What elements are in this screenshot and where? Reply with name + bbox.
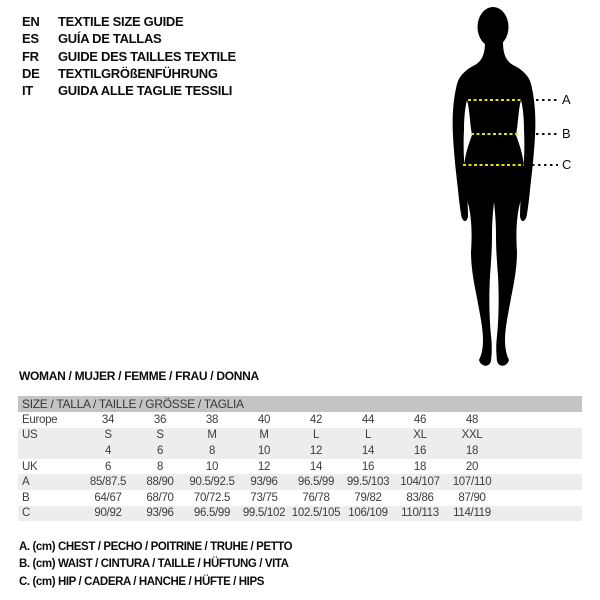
size-value: 99.5/102 <box>242 507 286 520</box>
size-value: XXL <box>461 429 483 442</box>
hip-measure-line <box>463 164 524 166</box>
size-value: 6 <box>104 460 112 473</box>
size-value: L <box>364 429 372 442</box>
size-value: 40 <box>257 413 271 426</box>
size-value: 76/78 <box>302 491 330 504</box>
size-value: 34 <box>101 413 115 426</box>
size-value: 8 <box>156 460 164 473</box>
table-row <box>18 474 582 490</box>
size-value: 14 <box>361 444 375 457</box>
language-row-fr <box>22 48 236 65</box>
size-value: 70/72.5 <box>193 491 231 504</box>
size-table-header: SIZE / TALLA / TAILLE / GRÖSSE / TAGLIA <box>18 396 582 412</box>
table-row <box>18 490 582 506</box>
waist-measure-line <box>471 133 518 135</box>
language-row-de <box>22 65 236 82</box>
row-label: B <box>22 491 30 504</box>
size-value: 102.5/105 <box>291 507 341 520</box>
language-list <box>22 13 236 99</box>
size-value: 14 <box>309 460 323 473</box>
hip-leader-line <box>532 164 558 166</box>
language-code: EN <box>22 14 40 30</box>
size-value: 104/107 <box>400 476 440 489</box>
table-row <box>18 459 582 475</box>
language-title: TEXTILE SIZE GUIDE <box>58 14 184 30</box>
language-row-it <box>22 82 236 99</box>
size-value: 79/82 <box>354 491 382 504</box>
language-title: GUÍA DE TALLAS <box>58 31 162 47</box>
size-value: 73/75 <box>250 491 278 504</box>
size-value: 18 <box>413 460 427 473</box>
row-label: Europe <box>22 413 58 426</box>
table-row <box>18 412 582 428</box>
language-row-es <box>22 30 236 47</box>
size-value: 68/70 <box>146 491 174 504</box>
size-value: 64/67 <box>94 491 122 504</box>
language-title: TEXTILGRÖßENFÜHRUNG <box>58 66 218 82</box>
size-value: 93/96 <box>250 476 278 489</box>
hip-marker-label: C <box>562 157 572 172</box>
size-value: 87/90 <box>458 491 486 504</box>
size-value: 10 <box>205 460 219 473</box>
size-value: 99.5/103 <box>346 476 390 489</box>
woman-silhouette <box>425 0 585 370</box>
language-code: IT <box>22 83 33 99</box>
language-row-en <box>22 13 236 30</box>
waist-marker-label: B <box>562 126 571 141</box>
size-value: 85/87.5 <box>89 476 127 489</box>
size-value: 106/109 <box>348 507 388 520</box>
size-value: 20 <box>465 460 479 473</box>
size-value: 88/90 <box>146 476 174 489</box>
row-label: C <box>22 507 31 520</box>
language-code: ES <box>22 31 39 47</box>
size-value: S <box>156 429 164 442</box>
legend-waist: B. (cm) WAIST / CINTURA / TAILLE / HÜFTUNG / VITA <box>19 558 289 571</box>
size-value: 38 <box>205 413 219 426</box>
size-value: 93/96 <box>146 507 174 520</box>
size-value: 90/92 <box>94 507 122 520</box>
table-row <box>18 443 582 459</box>
language-code: FR <box>22 48 39 64</box>
size-value: 6 <box>156 444 164 457</box>
size-value: 110/113 <box>401 507 439 520</box>
size-value: 16 <box>413 444 427 457</box>
size-value: S <box>104 429 112 442</box>
chest-marker-label: A <box>562 92 571 107</box>
row-label: UK <box>22 460 38 473</box>
language-title: GUIDE DES TAILLES TEXTILE <box>58 48 236 64</box>
size-value: 96.5/99 <box>193 507 231 520</box>
size-value: 83/86 <box>406 491 434 504</box>
size-value: 12 <box>309 444 323 457</box>
size-value: 107/110 <box>452 476 492 489</box>
size-value: 96.5/99 <box>297 476 335 489</box>
waist-leader-line <box>530 133 558 135</box>
size-value: XL <box>413 429 427 442</box>
size-value: 10 <box>257 444 271 457</box>
size-value: L <box>312 429 320 442</box>
size-value: 114/119 <box>453 507 491 520</box>
size-table <box>18 396 582 521</box>
size-value: 42 <box>309 413 323 426</box>
chest-leader-line <box>530 99 558 101</box>
size-value: 8 <box>208 444 216 457</box>
row-label: US <box>22 429 38 442</box>
chest-measure-line <box>468 99 522 101</box>
size-value: 4 <box>104 444 112 457</box>
size-value: 48 <box>465 413 479 426</box>
measurement-legend <box>19 541 292 593</box>
size-value: 46 <box>413 413 427 426</box>
legend-chest: A. (cm) CHEST / PECHO / POITRINE / TRUHE / PETTO <box>19 541 293 553</box>
size-table-body <box>18 412 582 521</box>
row-label: A <box>22 476 30 489</box>
size-value: 36 <box>153 413 167 426</box>
size-value: 44 <box>361 413 375 426</box>
size-value: M <box>207 429 217 442</box>
size-value: 16 <box>361 460 375 473</box>
size-value: M <box>259 429 269 442</box>
legend-hip: C. (cm) HIP / CADERA / HANCHE / HÜFTE / HIPS <box>19 575 265 588</box>
language-code: DE <box>22 66 40 82</box>
table-row <box>18 428 582 444</box>
group-title: WOMAN / MUJER / FEMME / FRAU / DONNA <box>19 369 259 383</box>
size-value: 12 <box>257 460 271 473</box>
size-value: 90.5/92.5 <box>189 476 235 489</box>
table-row <box>18 506 582 522</box>
size-value: 18 <box>465 444 479 457</box>
language-title: GUIDA ALLE TAGLIE TESSILI <box>58 83 233 99</box>
